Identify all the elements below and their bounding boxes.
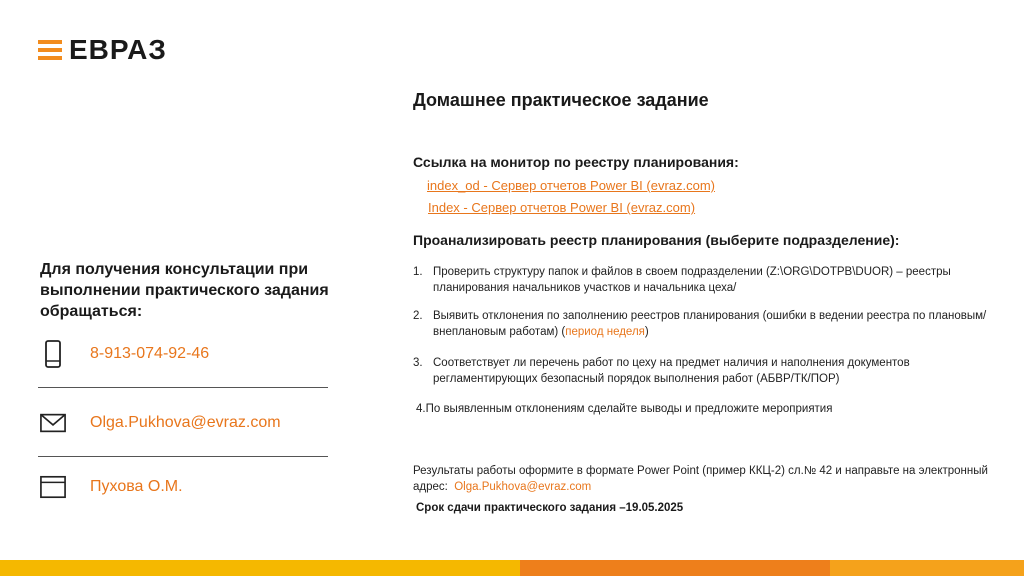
contact-name: Пухова О.М.: [90, 478, 183, 495]
deadline: Срок сдачи практического задания –19.05.2025: [416, 502, 684, 514]
list-item-4: 4.По выявленным отклонениям сделайте выводы и предложите мероприятия: [416, 403, 833, 415]
bar-amber: [830, 560, 1024, 576]
evraz-logo: [38, 34, 167, 66]
window-icon: [40, 474, 66, 500]
item-text-wrap: [433, 308, 988, 340]
result-instructions: [413, 463, 993, 495]
item-highlight: период неделя: [565, 326, 645, 338]
contact-name-row: [40, 474, 183, 500]
result-email[interactable]: Olga.Pukhova@evraz.com: [454, 481, 592, 493]
page-title: Домашнее практическое задание: [413, 90, 709, 110]
list-item: [413, 355, 988, 387]
phone-icon: [40, 341, 66, 367]
item-number: 1.: [413, 266, 423, 278]
logo-text: ЕВРАЗ: [69, 34, 167, 65]
report-link-index-od[interactable]: index_od - Сервер отчетов Power BI (evraz.com): [427, 178, 715, 193]
divider: [38, 456, 328, 457]
contact-title: Для получения консультации при выполнении практического задания обращаться:: [40, 261, 329, 320]
contact-phone-row: [40, 341, 210, 367]
mail-icon: [40, 410, 66, 436]
bar-orange: [520, 560, 830, 576]
item-number: 2.: [413, 310, 423, 322]
report-link-index[interactable]: Index - Сервер отчетов Power BI (evraz.com): [428, 200, 696, 215]
logo-bars-icon: [38, 40, 62, 60]
bar-yellow: [0, 560, 520, 576]
result-text: Результаты работы оформите в формате Power Point (пример ККЦ-2) сл.№ 42 и направьте на электронный адрес:: [413, 465, 988, 493]
item-text-after: ): [644, 326, 649, 338]
item-text: Проверить структуру папок и файлов в своем подразделении (Z:\ORG\DOTPB\DUOR) – реестры планирования начальников участков и начальника цеха/: [433, 266, 951, 294]
item-text: Выявить отклонения по заполнению реестров планирования (ошибки в ведении реестра по плановым/внеплановым работам) (: [433, 310, 987, 338]
item-number: 3.: [413, 357, 423, 369]
link-heading: Ссылка на монитор по реестру планирования:: [413, 154, 739, 170]
list-item: [413, 308, 988, 340]
contact-phone[interactable]: 8-913-074-92-46: [90, 345, 210, 362]
divider: [38, 387, 328, 388]
item-text: Соответствует ли перечень работ по цеху на предмет наличия и наполнения документов регламентирующих безопасный порядок выполнения работ (АБВР/ТК/ПОР): [433, 357, 910, 385]
contact-email[interactable]: Olga.Pukhova@evraz.com: [90, 414, 281, 431]
bottom-color-bar: [0, 560, 1024, 576]
contact-email-row: [40, 410, 281, 436]
list-item: [413, 264, 988, 296]
analyze-heading: Проанализировать реестр планирования (выберите подразделение):: [413, 232, 900, 248]
